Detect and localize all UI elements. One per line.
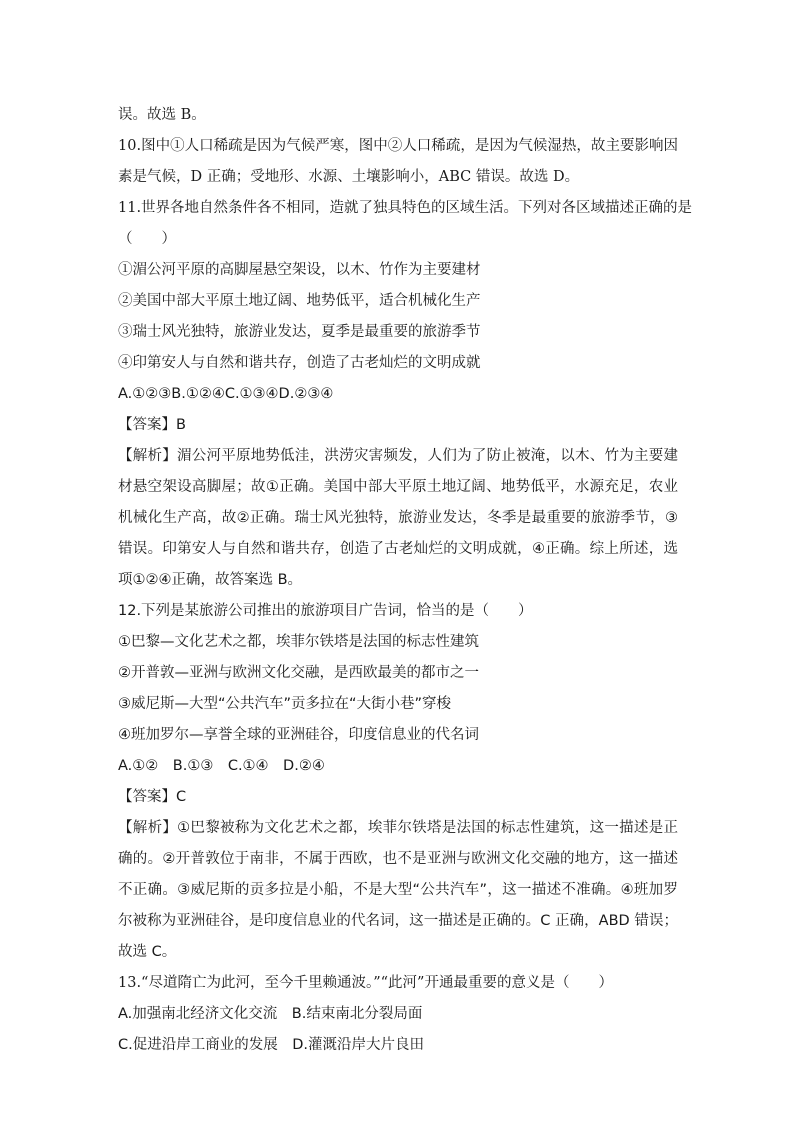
text-line: 误。故选 B。 [118, 107, 206, 123]
question-11-stem: 11.世界各地自然条件各不相同，造就了独具特色的区域生活。下列对各区域描述正确的是 [118, 200, 693, 216]
question-13-options-cd: C.促进沿岸工商业的发展 D.灌溉沿岸大片良田 [118, 1037, 425, 1053]
question-13-stem: 13.“尽道隋亡为此河，至今千里赖通波。”“此河”开通最重要的意义是（ ） [118, 975, 613, 991]
question-11-options: A.①②③B.①②④C.①③④D.②③④ [118, 386, 334, 402]
question-12-answer: 【答案】C [118, 789, 187, 805]
question-12-analysis: 【解析】①巴黎被称为文化艺术之都，埃菲尔铁塔是法国的标志性建筑，这一描述是正确的。②开普敦位于南非，不属于西欧，也不是亚洲与欧洲文化交融的地方，这一描述不正确。③威尼斯的贡多拉是小船，不是大型“公共汽车”，这一描述不准确。④班加罗尔被称为亚洲硅谷，是印度信息业的代名词，这一描述是正确的。C 正确，ABD 错误；故选 C。 [118, 820, 678, 960]
question-13-options-ab: A.加强南北经济文化交流 B.结束南北分裂局面 [118, 1006, 423, 1022]
question-12-statement-2: ②开普敦—亚洲与欧洲文化交融，是西欧最美的都市之一 [118, 665, 479, 681]
question-11-analysis: 【解析】湄公河平原地势低洼，洪涝灾害频发，人们为了防止被淹，以木、竹为主要建材悬空架设高脚屋；故①正确。美国中部大平原土地辽阔、地势低平，水源充足，农业机械化生产高，故②正确。瑞士风光独特，旅游业发达，冬季是最重要的旅游季节，③错误。印第安人与自然和谐共存，创造了古老灿烂的文明成就，④正确。综上所述，选项①②④正确，故答案选 B。 [118, 448, 678, 588]
question-11-statement-2: ②美国中部大平原土地辽阔、地势低平，适合机械化生产 [118, 293, 481, 309]
question-12-statement-4: ④班加罗尔—享誉全球的亚洲硅谷，印度信息业的代名词 [118, 727, 479, 743]
question-12-stem: 12.下列是某旅游公司推出的旅游项目广告词，恰当的是（ ） [118, 603, 533, 619]
question-11-statement-1: ①湄公河平原的高脚屋悬空架设，以木、竹作为主要建材 [118, 262, 481, 278]
question-12-options: A.①② B.①③ C.①④ D.②④ [118, 758, 325, 774]
document-body [118, 100, 693, 1061]
question-11-statement-4: ④印第安人与自然和谐共存，创造了古老灿烂的文明成就 [118, 355, 481, 371]
answer-explanation-q10: 10.图中①人口稀疏是因为气候严寒，图中②人口稀疏，是因为气候湿热，故主要影响因素是气候，D 正确；受地形、水源、土壤影响小，ABC 错误。故选 D。 [118, 138, 678, 185]
question-12-statement-1: ①巴黎—文化艺术之都，埃菲尔铁塔是法国的标志性建筑 [118, 634, 479, 650]
question-11-statement-3: ③瑞士风光独特，旅游业发达，夏季是最重要的旅游季节 [118, 324, 481, 340]
question-11-bracket: （ ） [118, 231, 176, 247]
question-11-answer: 【答案】B [118, 417, 186, 433]
question-12-statement-3: ③威尼斯—大型“公共汽车”贡多拉在“大街小巷”穿梭 [118, 696, 452, 712]
